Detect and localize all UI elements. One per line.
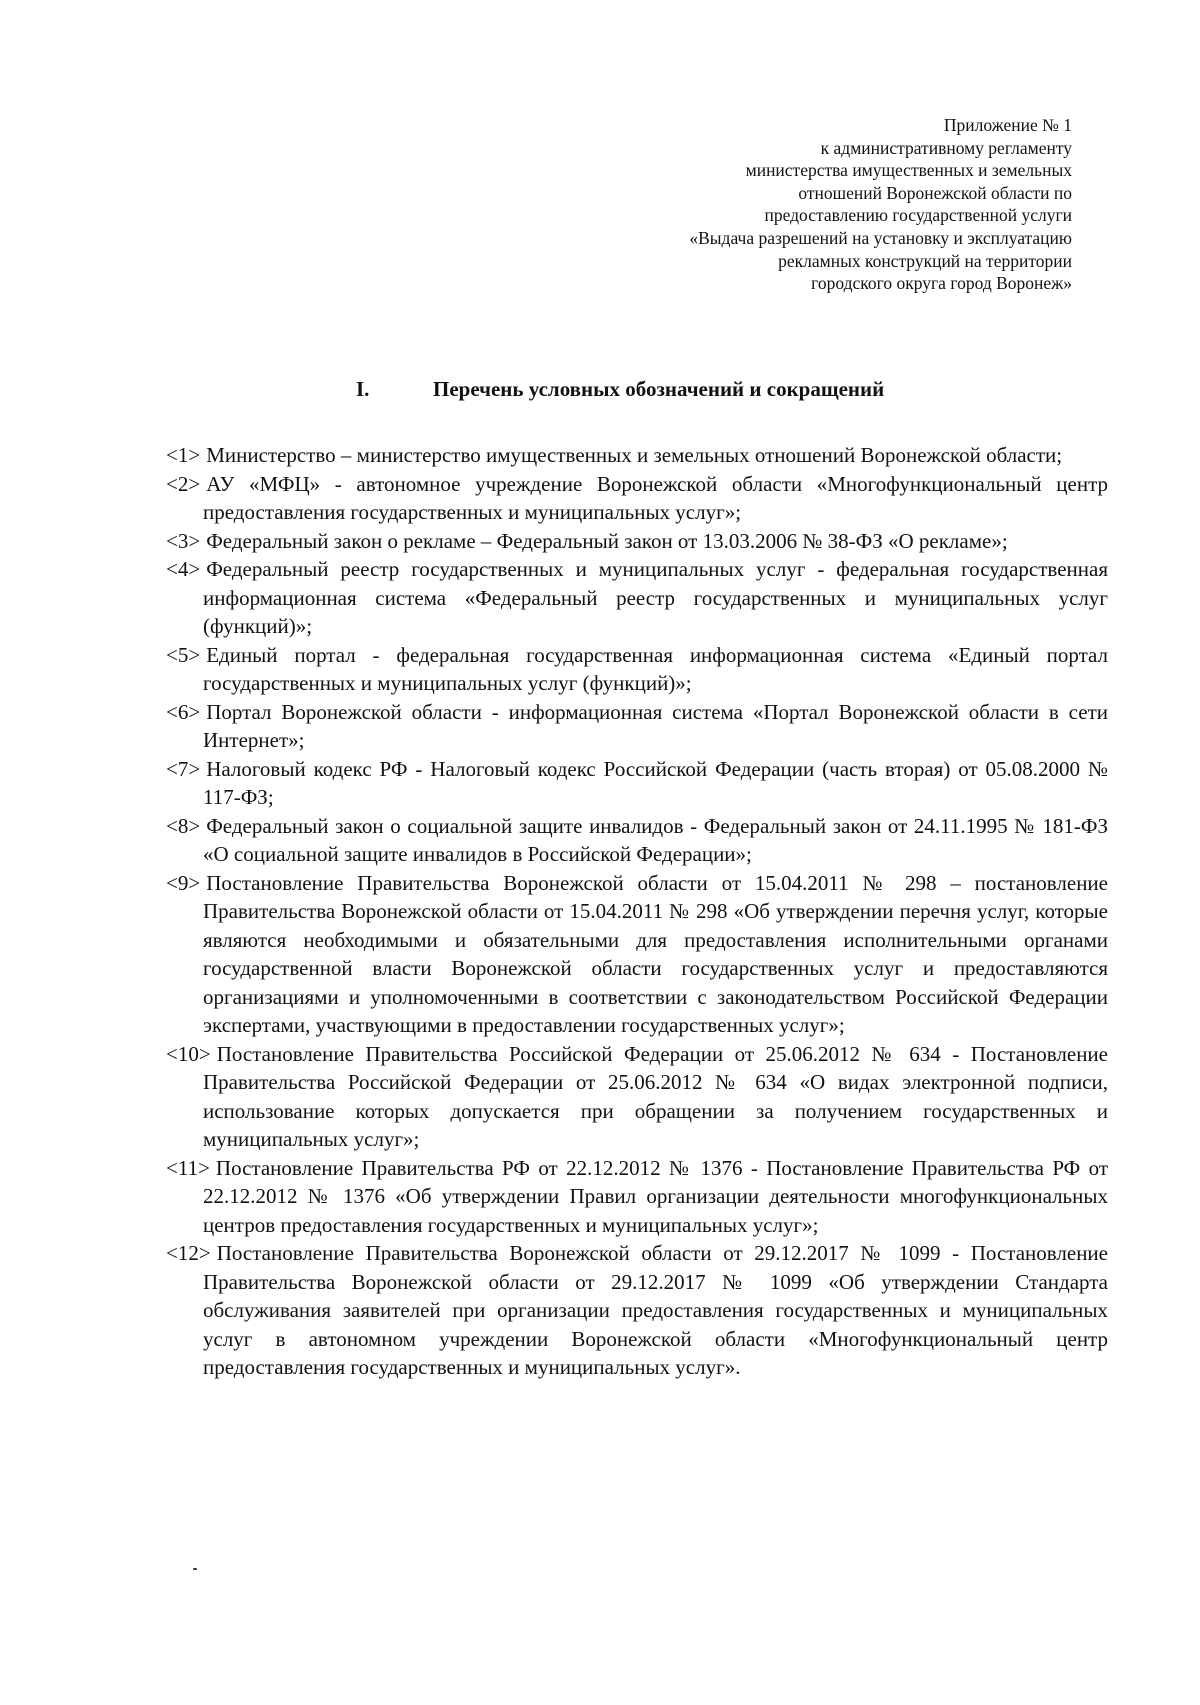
item-number: <4>	[166, 557, 201, 581]
item-text: Постановление Правительства Российской Федерации от 25.06.2012 № 634 - Постановление Правительства Российской Федерации от 25.06.2012 № 634 «О видах электронной подписи, использование которых допускается при обращении за получением государственных и муниципальных услуг»;	[203, 1041, 1108, 1151]
item-number: <11>	[166, 1155, 210, 1180]
list-item	[166, 641, 1108, 698]
section-heading	[0, 377, 1200, 407]
list-item	[166, 1040, 1108, 1154]
list-item	[166, 1239, 1108, 1382]
section-number: I.	[356, 377, 370, 401]
list-item	[166, 527, 1108, 556]
item-text: Налоговый кодекс РФ - Налоговый кодекс Российской Федерации (часть вторая) от 05.08.2000 № 117-ФЗ;	[203, 756, 1108, 809]
appendix-line: Приложение № 1	[943, 115, 1072, 135]
list-item	[166, 755, 1108, 812]
item-number: <9>	[166, 870, 201, 895]
item-number: <5>	[166, 642, 201, 667]
appendix-line: рекламных конструкций на территории	[778, 250, 1072, 271]
item-number: <12>	[166, 1241, 211, 1265]
list-item	[166, 555, 1108, 641]
item-number: <1>	[166, 443, 201, 467]
abbreviation-list	[166, 441, 1108, 1382]
item-text: Единый портал - федеральная государственная информационная система «Единый портал государственных и муниципальных услуг (функций)»;	[203, 642, 1108, 695]
item-text: Портал Воронежской области - информационная система «Портал Воронежской области в сети Интернет»;	[203, 699, 1108, 752]
section-title: Перечень условных обозначений и сокращений	[433, 377, 885, 401]
list-item	[166, 869, 1108, 1040]
item-text: Федеральный закон о социальной защите инвалидов - Федеральный закон от 24.11.1995 № 181-ФЗ «О социальной защите инвалидов в Российской Федерации»;	[203, 813, 1108, 866]
appendix-line: городского округа город Воронеж»	[811, 273, 1072, 294]
list-item	[166, 812, 1108, 869]
item-number: <3>	[166, 528, 201, 553]
appendix-line: отношений Воронежской области по	[798, 182, 1072, 203]
item-number: <8>	[166, 813, 201, 838]
list-item	[166, 1154, 1108, 1240]
item-number: <10>	[166, 1041, 211, 1066]
item-text: Федеральный реестр государственных и муниципальных услуг - федеральная государственная информационная система «Федеральный реестр государственных и муниципальных услуг (функций)»;	[203, 557, 1108, 638]
scan-mark	[193, 1568, 197, 1570]
appendix-line: к административному регламенту	[820, 137, 1072, 158]
item-text: Постановление Правительства Воронежской области от 29.12.2017 № 1099 - Постановление Правительства Воронежской области от 29.12.2017 № 1099 «Об утверждении Стандарта обслуживания заявителей при организации предоставления государственных и муниципальных услуг в автономном учреждении Воронежской области «Многофункциональный центр предоставления государственных и муниципальных услуг».	[203, 1241, 1108, 1379]
item-text: АУ «МФЦ» - автономное учреждение Воронежской области «Многофункциональный центр предоставления государственных и муниципальных услуг»;	[203, 471, 1108, 524]
list-item	[166, 698, 1108, 755]
item-text: Министерство – министерство имущественных и земельных отношений Воронежской области;	[206, 443, 1063, 467]
item-number: <6>	[166, 699, 201, 724]
appendix-line: предоставлению государственной услуги	[764, 205, 1072, 226]
item-text: Федеральный закон о рекламе – Федеральный закон от 13.03.2006 № 38-ФЗ «О рекламе»;	[206, 528, 1008, 553]
list-item	[166, 470, 1108, 527]
appendix-line: министерства имущественных и земельных	[745, 160, 1072, 181]
appendix-header	[552, 114, 1072, 295]
appendix-line: «Выдача разрешений на установку и эксплуатацию	[689, 227, 1072, 248]
item-number: <7>	[166, 756, 201, 781]
item-text: Постановление Правительства Воронежской области от 15.04.2011 № 298 – постановление Правительства Воронежской области от 15.04.2011 № 298 «Об утверждении перечня услуг, которые являются необходимыми и обязательными для предоставления исполнительными органами государственной власти Воронежской области государственных услуг и предоставляются организациями и уполномоченными в соответствии с законодательством Российской Федерации экспертами, участвующими в предоставлении государственных услуг»;	[203, 870, 1108, 1037]
item-number: <2>	[166, 471, 201, 496]
list-item	[166, 441, 1108, 470]
item-text: Постановление Правительства РФ от 22.12.2012 № 1376 - Постановление Правительства РФ от 22.12.2012 № 1376 «Об утверждении Правил организации деятельности многофункциональных центров предоставления государственных и муниципальных услуг»;	[203, 1155, 1108, 1237]
